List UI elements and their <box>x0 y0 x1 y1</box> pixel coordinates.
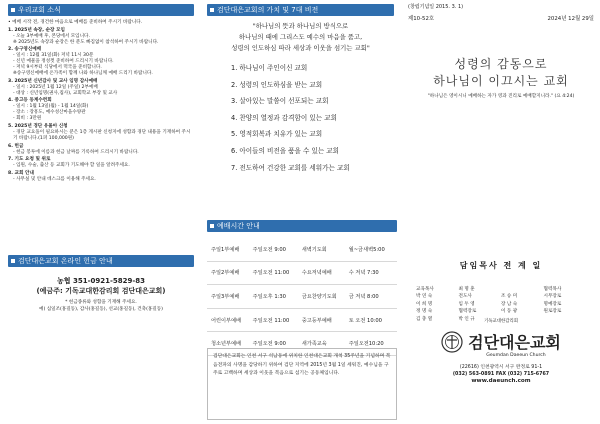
staff-entry: 시무장로 <box>543 294 562 300</box>
news-heading: 1. 2025년 속장, 순장 모임 <box>8 27 65 33</box>
news-heading: 7. 기도 요청 및 위로 <box>8 157 51 163</box>
worship-header: 예배시간 안내 <box>207 220 397 232</box>
service-name-2: 새가족교육 <box>302 332 349 356</box>
worship-row <box>207 285 397 309</box>
service-time: 주일오전 9:00 <box>253 238 302 261</box>
vision-item: 5. 영적회복과 치유가 있는 교회 <box>231 130 323 139</box>
address: (22616) 인천광역시 서구 완정로 91-1 <box>459 365 543 370</box>
church-logo-block <box>408 318 594 384</box>
news-detail: ※ 2025년도 속장과 순장은 한 분도 빠짐없이 참석하여 주시기 바랍니다. <box>13 39 159 45</box>
website-link[interactable]: www.daeunch.com <box>471 378 531 384</box>
staff-entry: 명예장로 <box>543 301 562 307</box>
motto-line-1: 성령의 감동으로 <box>454 57 548 71</box>
service-time: 주일오후 1:30 <box>253 285 302 309</box>
staff-entry: 최 명 훈 <box>458 287 475 292</box>
staff-entry: 임 두 영 <box>458 301 475 307</box>
staff-entry: 협력목사 <box>543 287 562 292</box>
service-time: 주일오전 9:00 <box>253 332 302 356</box>
news-detail: - 저녁 9시부터 식당에서 떡국을 준비합니다. <box>13 65 102 71</box>
vision-item: 3. 살아있는 말씀이 선포되는 교회 <box>231 97 329 106</box>
staff-entry: 협력장로 <box>458 309 477 315</box>
news-detail: - 입원, 수술, 출산 등 교회가 기도해야 할 일을 알려주세요. <box>13 163 130 169</box>
service-name: 청소년부예배 <box>207 332 253 356</box>
motto <box>408 56 594 90</box>
staff-entry: 교육목사 <box>416 287 434 292</box>
vision-list <box>207 60 394 176</box>
denomination: 기독교대한감리회 <box>484 319 518 324</box>
staff-entry: 전도사 <box>458 294 472 300</box>
news-detail: - 사무실 및 안내 데스크를 이용해 주세요. <box>13 176 96 182</box>
bible-verse: "하나님은 영이시니 예배하는 자가 영과 진리로 예배할지니라." (요 4:24) <box>427 94 575 99</box>
worship-row <box>207 238 397 261</box>
offering-note: * 헌금종류와 성함을 기재해 주세요. <box>65 300 137 305</box>
staff-entry: 원로장로 <box>543 309 562 315</box>
founded-date: (창립기념일 2015. 3. 1) <box>408 4 464 10</box>
offering-example: 예) 십일조(홍길동), 감사(홍길동), 선교(홍길동), 건축(홍길동) <box>39 307 163 312</box>
vision-line: 하나님의 때에 그리스도 예수의 마음을 품고, <box>238 33 363 41</box>
news-intro: • 예배 시작 전, 경건한 마음으로 예배를 준비하여 주시기 바랍니다. <box>8 20 143 25</box>
service-name-2: 중고등부예배 <box>302 308 349 332</box>
vision-header: 검단대은교회의 가치 및 7대 비전 <box>207 4 394 16</box>
service-time-2: 주일오전10:20 <box>349 332 397 356</box>
news-heading: 8. 교회 안내 <box>8 170 34 176</box>
staff-entry: 장 남 숙 <box>501 301 518 307</box>
phone-numbers: (032) 563-0891 FAX (032) 715-6767 <box>452 372 550 377</box>
service-name-2: 금요찬양기도회 <box>302 285 349 309</box>
vision-statement <box>207 21 394 54</box>
staff-entry: 이 동 광 <box>501 309 518 315</box>
vision-item: 7. 전도하여 건강한 교회를 세워가는 교회 <box>231 163 350 172</box>
staff-entry <box>501 286 544 293</box>
service-time-2: 월~금새벽5:00 <box>349 238 397 261</box>
news-detail: - 오늘 3부예배 후, 본당에서 모입니다. <box>13 33 90 39</box>
news-detail: - 장소 : 장흥도, 예수성산마을수양관 <box>13 110 86 116</box>
service-time: 주일오전 11:00 <box>253 261 302 285</box>
service-name: 주일1부예배 <box>207 238 253 261</box>
news-detail: - 일시 : 1월 13일(월) - 1월 14일(화) <box>13 104 89 110</box>
account-number: 농협 351-0921-5829-83 <box>57 277 145 285</box>
church-name: 검단대은교회 <box>468 333 561 352</box>
church-name-english: Geumdan Daeeun Church <box>486 353 546 358</box>
offering-header: 검단대은교회 온라인 헌금 안내 <box>8 255 194 267</box>
staff-entry: 이 희 명 <box>416 301 433 307</box>
worship-table <box>207 238 397 356</box>
service-name-2: 수요저녁예배 <box>302 261 349 285</box>
staff-entry: 박 연 숙 <box>416 294 433 300</box>
service-name-2: 새벽기도회 <box>302 238 349 261</box>
staff-entry: 조 승 미 <box>501 294 518 300</box>
cover-column <box>402 0 600 424</box>
service-time-2: 금 저녁 8:00 <box>349 285 397 309</box>
worship-section <box>207 220 397 356</box>
staff-entry: 정 명 숙 <box>416 309 433 315</box>
service-name: 주일3부예배 <box>207 285 253 309</box>
service-time-2: 토 오전 10:00 <box>349 308 397 332</box>
news-detail: - 경단 교요돌이 필요하시는 분은 1층 게시판 신청지에 성함과 경단 내용을 기재하여 주시기 바랍니다.(1퍼 100,000원) <box>13 129 191 141</box>
news-detail: - 회비 : 3만원 <box>13 116 42 122</box>
news-heading: 2. 송구영신예배 <box>8 47 42 53</box>
news-heading: 6. 헌금 <box>8 143 24 149</box>
service-time: 주일오전 11:00 <box>253 308 302 332</box>
news-header: 우리교회 소식 <box>8 4 194 16</box>
motto-line-2: 하나님이 이끄시는 교회 <box>433 74 569 88</box>
news-detail: - 일시 : 12월 31일(화) 저녁 11시 30분 <box>13 53 94 59</box>
news-items <box>8 28 194 183</box>
news-column <box>0 0 200 424</box>
news-heading: 3. 2025년 신년감사 및 교사 임명 감사예배 <box>8 78 98 84</box>
worship-row <box>207 261 397 285</box>
volume-number: 제10-52호 <box>408 16 435 22</box>
service-name: 주일2부예배 <box>207 261 253 285</box>
news-detail: - 헌금 봉투에 이름과 헌금 날짜를 기록하여 드리시기 바랍니다. <box>13 149 139 155</box>
vision-item: 1. 하나님이 주인이신 교회 <box>231 64 308 72</box>
service-name: 어린이부예배 <box>207 308 253 332</box>
news-detail: ※송구영신예배에 온가족이 함께 나와 하나님께 예배 드리기 바랍니다. <box>13 71 153 77</box>
vision-item: 6. 아이들의 비전을 품을 수 있는 교회 <box>231 146 340 155</box>
news-detail: - 일시 : 2025년 1월 12일 (주일) 2부예배 <box>13 84 98 90</box>
account-holder: (예금주: 기독교대한감리회 검단대은교회) <box>36 287 166 295</box>
news-detail: - 신년 예물을 정성껏 준비하여 드리시기 바랍니다. <box>13 59 114 65</box>
offering-section <box>8 255 194 313</box>
logo-row <box>408 330 594 353</box>
vision-column <box>203 0 400 424</box>
staff-entry: 김 충 열 <box>416 316 433 322</box>
news-list <box>8 20 194 183</box>
vision-line: 성령의 인도하심 따라 세상과 이웃을 섬기는 교회" <box>231 44 370 52</box>
senior-pastor: 담임목사 전 계 일 <box>459 261 543 270</box>
news-detail: - 대상 : 신년임명(권사,집사), 교회학교 부장 및 교사 <box>13 90 118 96</box>
vision-line: "하나님의 뜻과 하나님의 방식으로 <box>252 22 349 30</box>
issue-date: 2024년 12월 29일 <box>547 16 594 22</box>
church-intro: 검단대은교회는 인천 서구 석남동에 위치한 인천대은교회 개척 35주년을 기념하며 복음전파의 사명을 감당하기 위하여 검단 지역에 2015년 3월 1일 세워진, 예수님을 구주로 고백하며 세상과 이웃을 복음으로 섬기는 공동체입니다. <box>207 348 397 420</box>
service-time-2: 수 저녁 7:30 <box>349 261 397 285</box>
news-heading: 5. 2025년 경단 유몰아 신청 <box>8 123 68 129</box>
vision-item: 2. 성령의 인도하심을 받는 교회 <box>231 80 323 89</box>
church-logo-icon <box>441 331 463 353</box>
issue-line <box>408 14 594 22</box>
vision-item: 4. 찬양의 열정과 감격함이 있는 교회 <box>231 113 337 122</box>
worship-row <box>207 308 397 332</box>
news-heading: 4. 중고등 동계수련회 <box>8 98 52 104</box>
staff-entry: 박 인 규 <box>458 316 475 322</box>
